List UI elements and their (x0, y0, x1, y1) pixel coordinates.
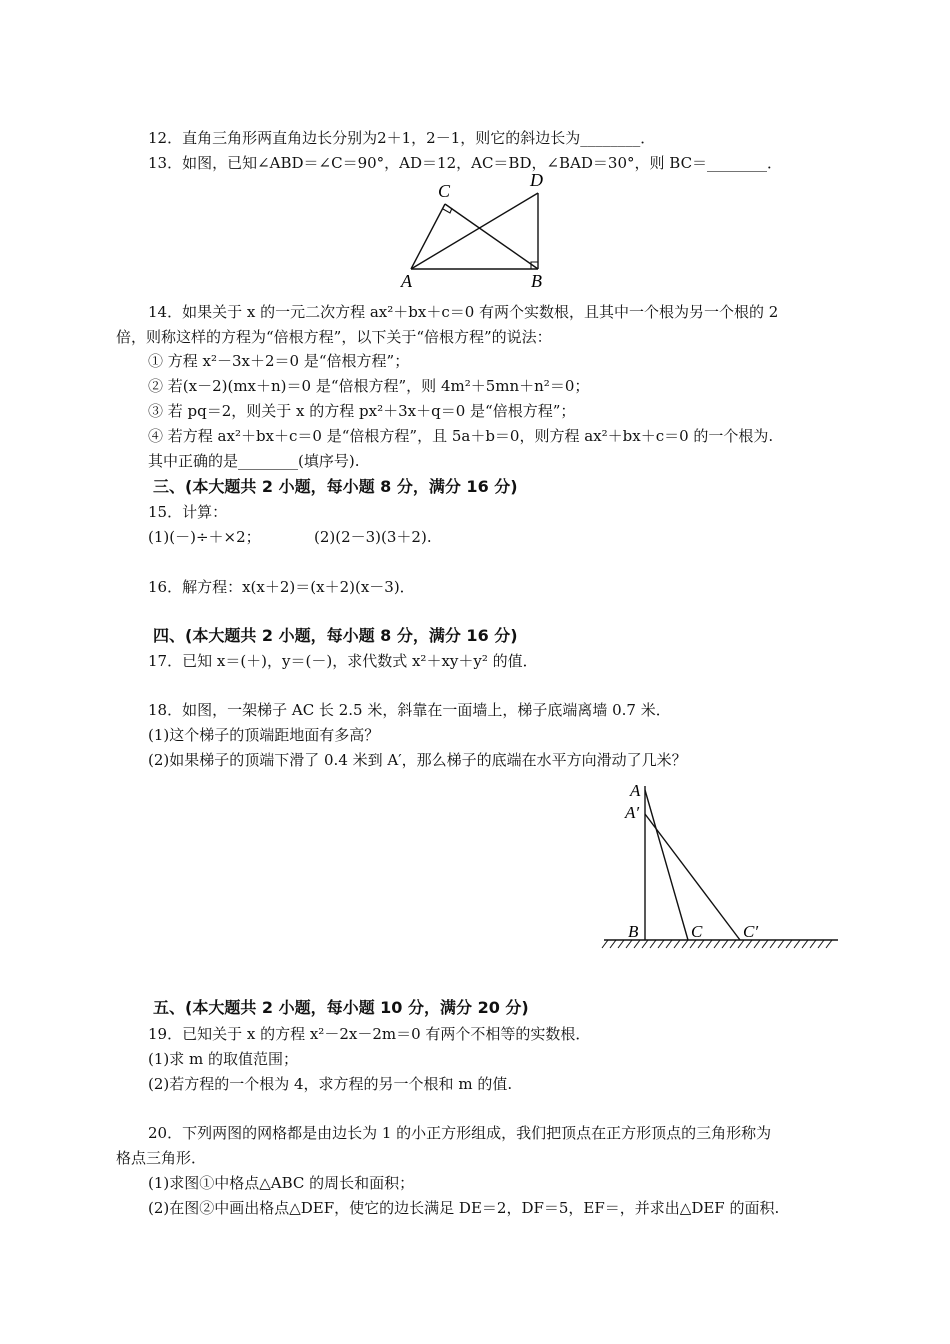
fig18-label-c-prime: C′ (743, 922, 759, 941)
fig18-label-a-prime: A′ (625, 803, 640, 822)
question-20-part-1: (1)求图①中格点△ABC 的周长和面积； (148, 1174, 415, 1192)
question-15-part-2: (2)(2－3)(3＋2). (314, 528, 432, 546)
question-14-line1: 14．如果关于 x 的一元二次方程 ax²＋bx＋c＝0 有两个实数根，且其中一个根为另一个根的 2 (148, 303, 779, 321)
question-19-stem: 19．已知关于 x 的方程 x²－2x－2m＝0 有两个不相等的实数根． (148, 1025, 591, 1043)
question-14-answer: 其中正确的是________(填序号). (148, 452, 360, 470)
fig18-label-c: C (691, 922, 703, 941)
fig18-label-b: B (628, 922, 639, 941)
figure-18 (598, 776, 843, 956)
question-14-statement-1: ① 方程 x²－3x＋2＝0 是“倍根方程”； (148, 352, 410, 370)
question-15-part-1: (1)(－)÷＋×2； (148, 528, 261, 546)
question-20-line2: 格点三角形． (116, 1149, 207, 1167)
question-14-line2: 倍，则称这样的方程为“倍根方程”，以下关于“倍根方程”的说法： (116, 328, 552, 346)
question-18-stem: 18．如图，一架梯子 AC 长 2.5 米，斜靠在一面墙上，梯子底端离墙 0.7 米． (148, 701, 671, 719)
fig13-label-d: D (530, 170, 543, 190)
question-18-part-2: (2)如果梯子的顶端下滑了 0.4 米到 A′，那么梯子的底端在水平方向滑动了几米？ (148, 751, 687, 769)
question-14-statement-3: ③ 若 pq＝2，则关于 x 的方程 px²＋3x＋q＝0 是“倍根方程”； (148, 402, 576, 420)
question-19-part-2: (2)若方程的一个根为 4，求方程的另一个根和 m 的值. (148, 1075, 513, 1093)
figure-13 (396, 168, 556, 293)
question-14-statement-4: ④ 若方程 ax²＋bx＋c＝0 是“倍根方程”，且 5a＋b＝0，则方程 ax²＋bx＋c＝0 的一个根为. (148, 427, 774, 445)
question-13: 13．如图，已知∠ABD＝∠C＝90°，AD＝12，AC＝BD，∠BAD＝30°，则 BC＝________． (148, 154, 783, 172)
question-19-part-1: (1)求 m 的取值范围； (148, 1050, 299, 1068)
section-5-heading: 五、(本大题共 2 小题，每小题 10 分，满分 20 分) (153, 998, 529, 1017)
question-12: 12．直角三角形两直角边长分别为2＋1，2－1，则它的斜边长为________． (148, 129, 656, 147)
question-18-part-1: (1)这个梯子的顶端距地面有多高？ (148, 726, 380, 744)
question-20-part-2: (2)在图②中画出格点△DEF，使它的边长满足 DE＝2，DF＝5，EF＝，并求出△DEF 的面积. (148, 1199, 780, 1217)
section-3-heading: 三、(本大题共 2 小题，每小题 8 分，满分 16 分) (153, 477, 518, 496)
question-17: 17．已知 x＝(＋)，y＝(－)，求代数式 x²＋xy＋y² 的值． (148, 652, 538, 670)
fig18-label-a: A (630, 781, 641, 800)
fig13-label-a: A (401, 271, 412, 291)
section-4-heading: 四、(本大题共 2 小题，每小题 8 分，满分 16 分) (153, 626, 518, 645)
fig13-label-b: B (531, 271, 542, 291)
question-15-title: 15．计算： (148, 503, 228, 521)
question-20-line1: 20．下列两图的网格都是由边长为 1 的小正方形组成，我们把顶点在正方形顶点的三角形称为 (148, 1124, 772, 1142)
question-14-statement-2: ② 若(x－2)(mx＋n)＝0 是“倍根方程”，则 4m²＋5mn＋n²＝0； (148, 377, 590, 395)
question-16: 16．解方程：x(x＋2)＝(x＋2)(x－3)． (148, 578, 415, 596)
fig13-label-c: C (438, 181, 451, 201)
